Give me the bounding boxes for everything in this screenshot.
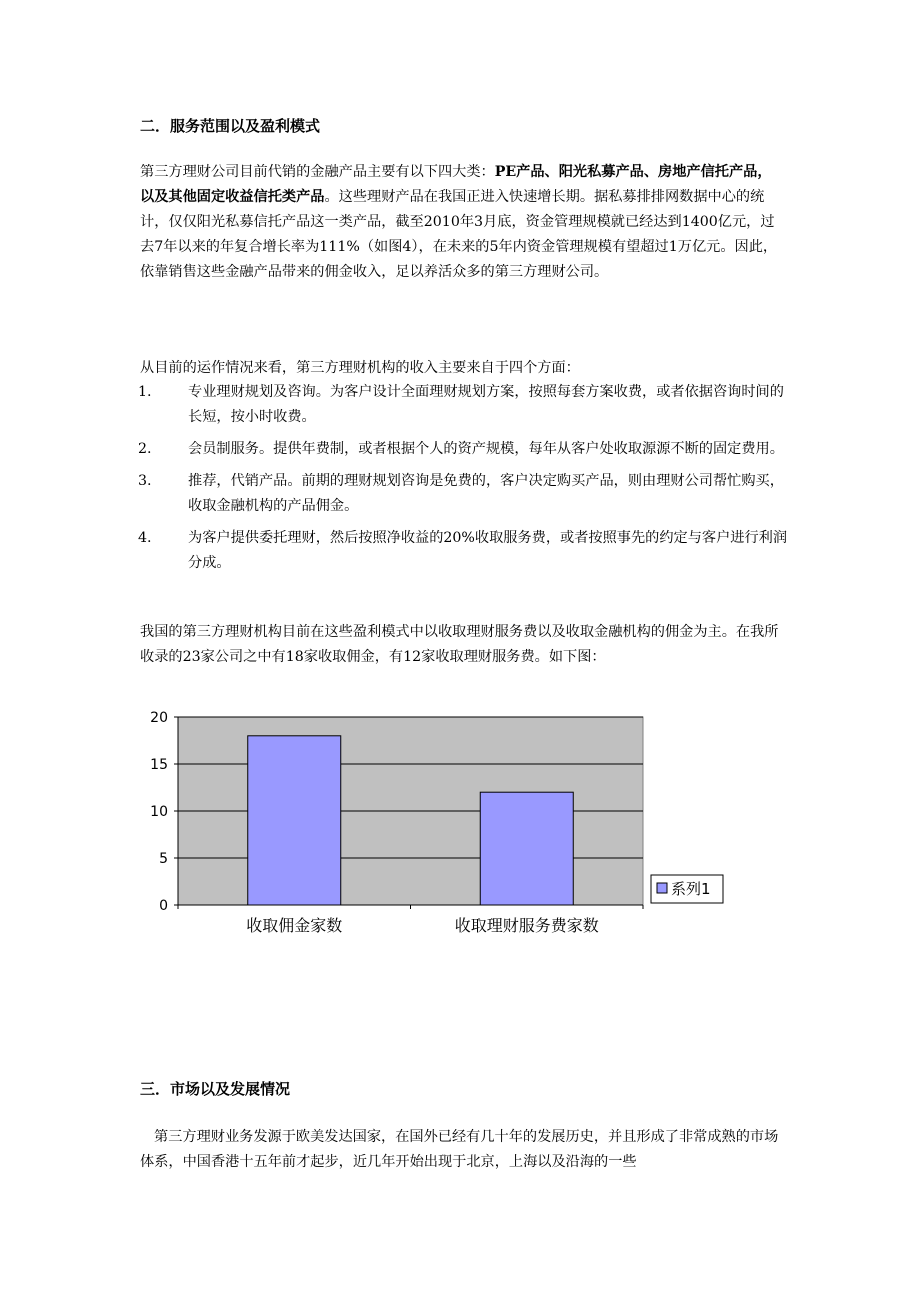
bar xyxy=(248,736,341,905)
y-tick-label: 10 xyxy=(150,804,168,820)
income-source-list xyxy=(138,380,788,583)
paragraph-text: 第三方理财公司目前代销的金融产品主要有以下四大类： xyxy=(140,164,495,180)
list-number: 4. xyxy=(138,530,152,546)
section-3-paragraph-1: 第三方理财业务发源于欧美发达国家，在国外已经有几十年的发展历史，并且形成了非常成熟的市场体系，中国香港十五年前才起步，近几年开始出现于北京，上海以及沿海的一些 xyxy=(140,1129,779,1170)
bar-chart xyxy=(138,700,738,945)
y-tick-label: 5 xyxy=(159,851,168,867)
legend-label: 系列1 xyxy=(671,880,711,898)
y-tick-label: 15 xyxy=(150,757,168,773)
list-number: 2. xyxy=(138,441,152,457)
list-item xyxy=(138,380,788,430)
section-2-paragraph-3: 我国的第三方理财机构目前在这些盈利模式中以收取理财服务费以及收取金融机构的佣金为主。在我所收录的23家公司之中有18家收取佣金，有12家收取理财服务费。如下图： xyxy=(140,624,779,665)
x-category-label: 收取佣金家数 xyxy=(246,916,343,935)
list-text: 推荐，代销产品。前期的理财规划咨询是免费的，客户决定购买产品，则由理财公司帮忙购买，收取金融机构的产品佣金。 xyxy=(188,473,784,514)
list-number: 1. xyxy=(138,384,152,400)
paragraph-bold-text: PE产品、阳光私募产品、房地产信托产品，以及其他固定收益信托类产品 xyxy=(140,164,772,205)
bar-chart-svg xyxy=(138,700,738,945)
x-category-label: 收取理财服务费家数 xyxy=(454,916,599,935)
section-2-paragraph-2: 从目前的运作情况来看，第三方理财机构的收入主要来自于四个方面： xyxy=(140,360,580,376)
list-text: 为客户提供委托理财，然后按照净收益的20%收取服务费，或者按照事先的约定与客户进行利润分成。 xyxy=(188,530,788,571)
list-item xyxy=(138,469,788,519)
section-2-paragraph-1 xyxy=(140,160,785,285)
list-item xyxy=(138,526,788,576)
legend-swatch xyxy=(657,883,667,893)
section-3-title: 三．市场以及发展情况 xyxy=(140,1080,291,1098)
section-2-title: 二．服务范围以及盈利模式 xyxy=(140,117,321,135)
list-text: 专业理财规划及咨询。为客户设计全面理财规划方案，按照每套方案收费，或者依据咨询时间的长短，按小时收费。 xyxy=(188,384,784,425)
bar xyxy=(480,792,573,905)
paragraph-text: 。这些理财产品在我国正进入快速增长期。据私募排排网数据中心的统计，仅仅阳光私募信托产品这一类产品，截至2010年3月底，资金管理规模就已经达到1400亿元，过去7年以来的年复合增长率为111%（如图4），在未来的5年内资金管理规模有望超过1万亿元。因此，依靠销售这些金融产品带来的佣金收入，足以养活众多的第三方理财公司。 xyxy=(140,189,778,280)
list-number: 3. xyxy=(138,473,152,489)
list-text: 会员制服务。提供年费制，或者根据个人的资产规模，每年从客户处收取源源不断的固定费用。 xyxy=(188,441,784,457)
y-tick-label: 0 xyxy=(159,898,168,914)
list-item xyxy=(138,437,788,462)
y-tick-label: 20 xyxy=(150,710,168,726)
